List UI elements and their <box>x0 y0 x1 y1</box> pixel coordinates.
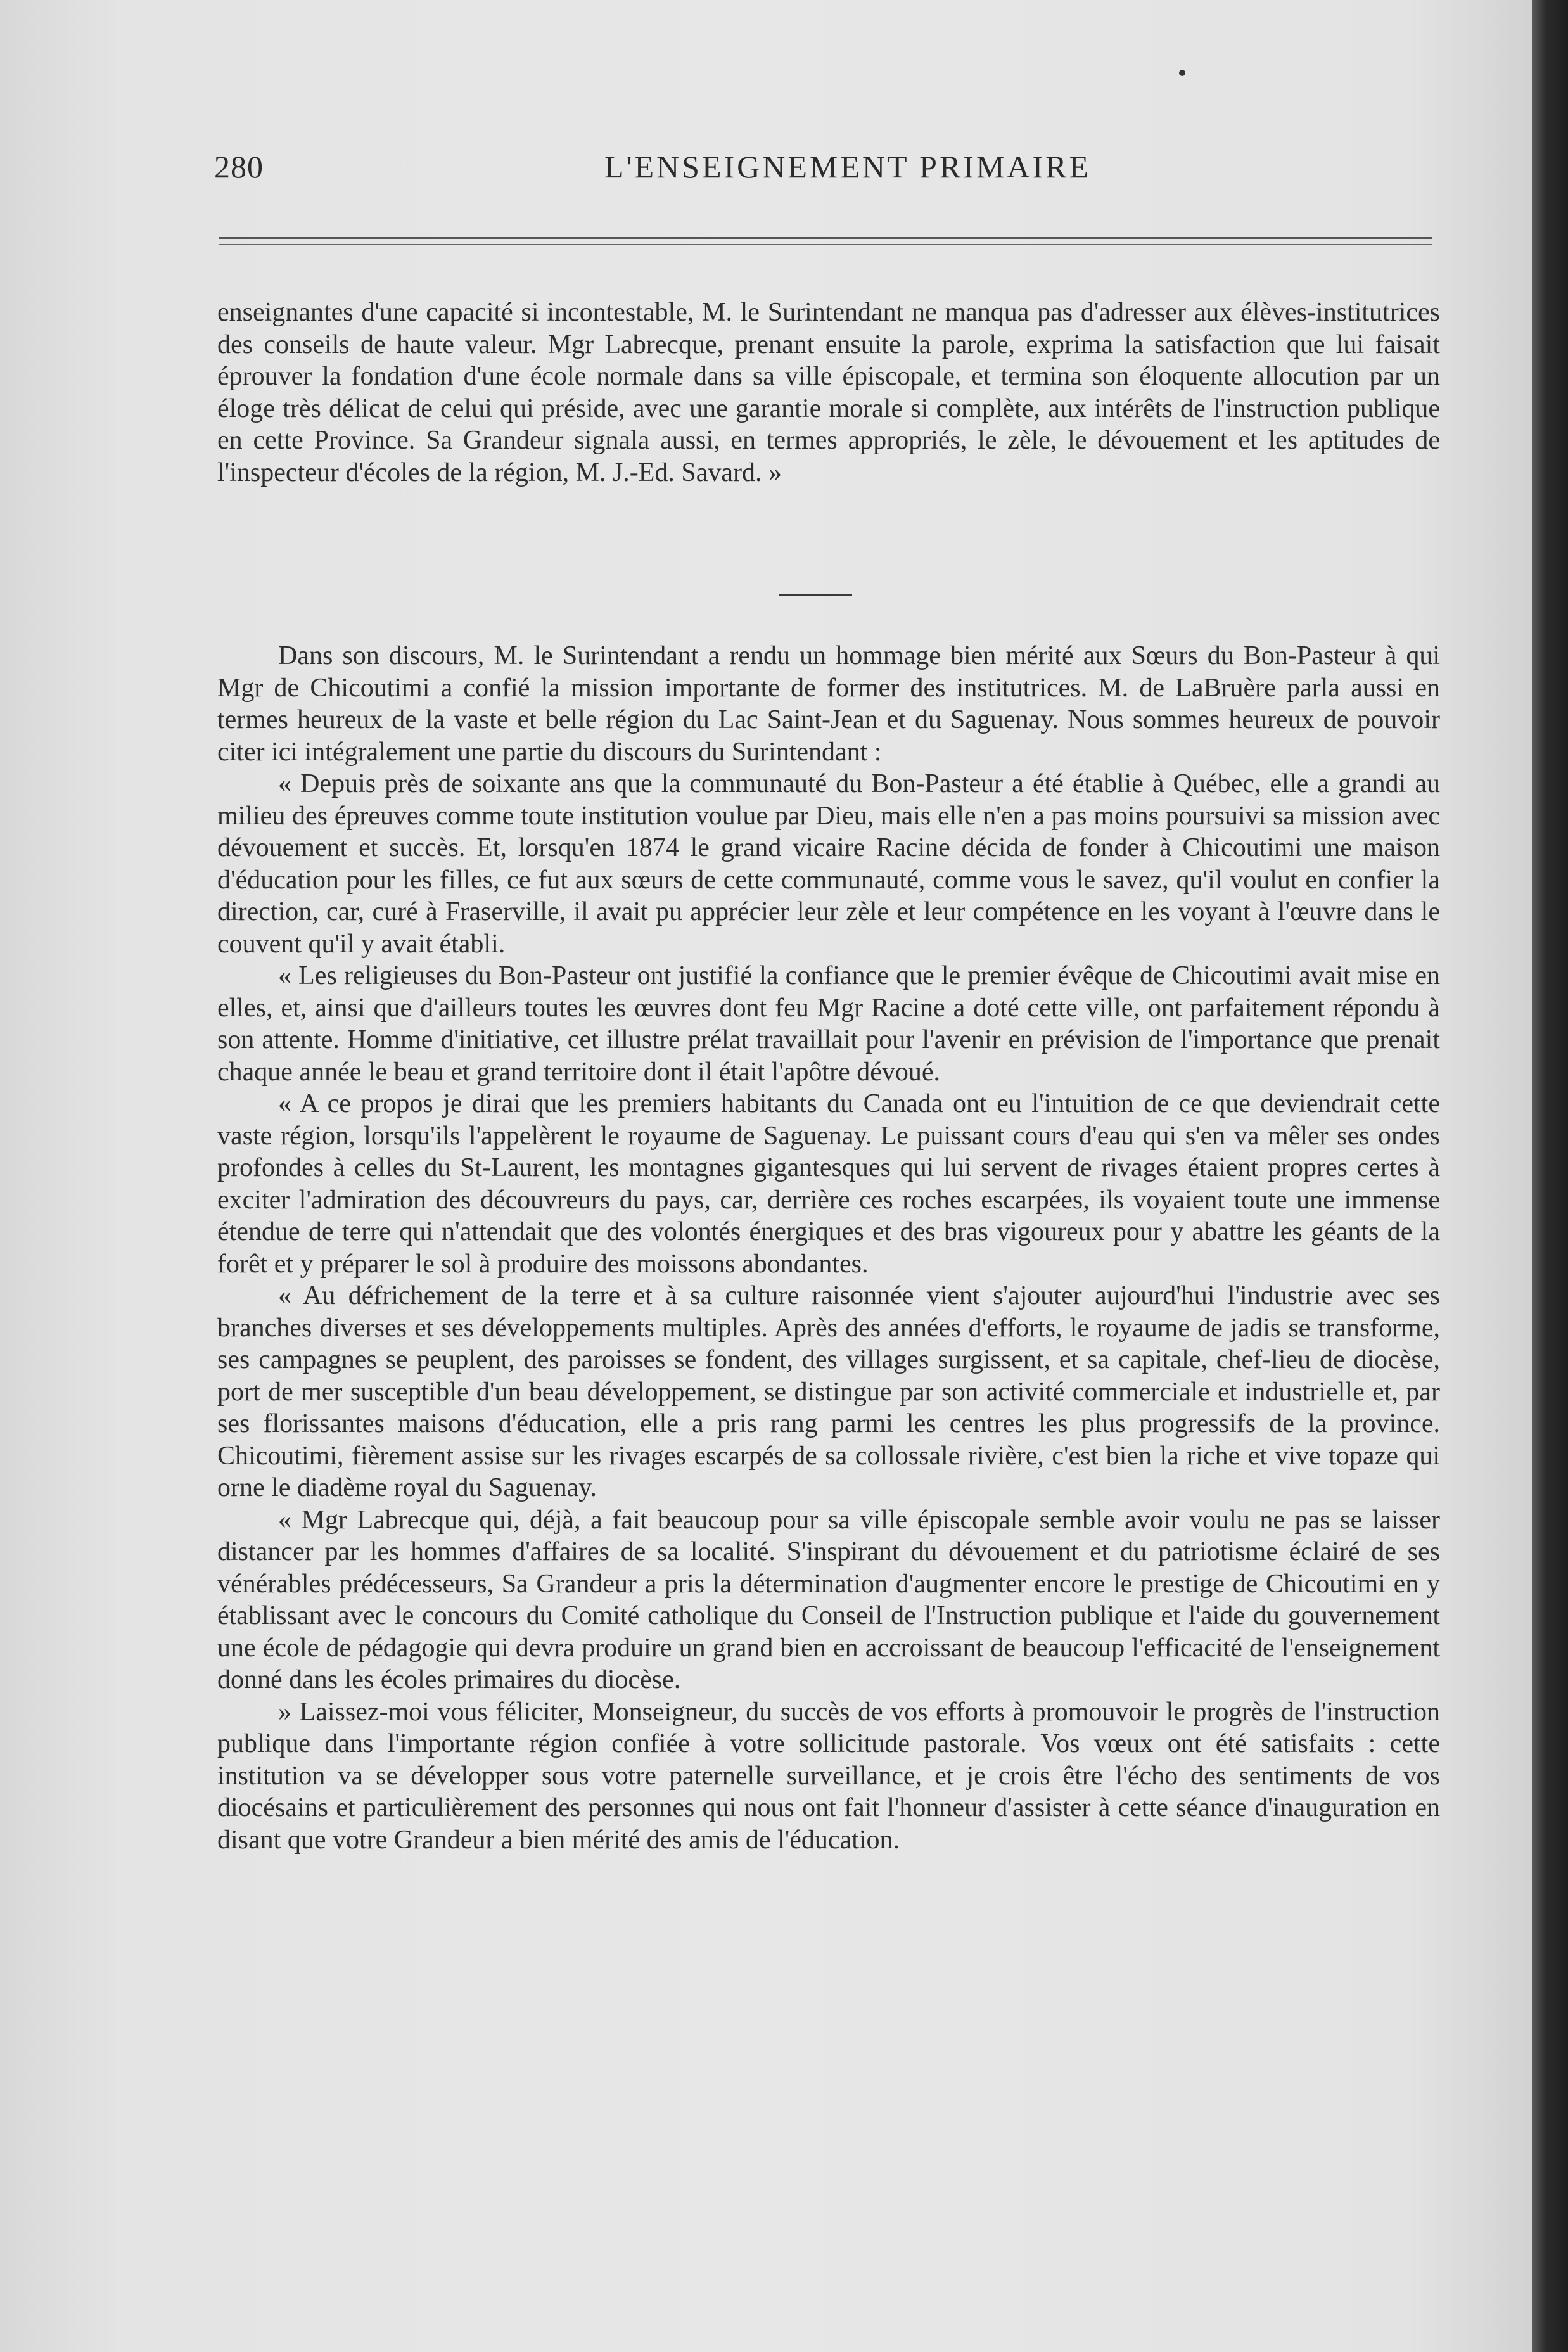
paragraph: « A ce propos je dirai que les premiers habitants du Canada ont eu l'intuition de ce que deviendrait cette vaste région, lorsqu'ils l'appelèrent le royaume de Saguenay. Le puissant cours d'eau qui s'en va mêler ses ondes profondes à celles du St-Laurent, les montagnes gigantesques qui lui servent de rivages étaient propres certes à exciter l'admiration des découvreurs du pays, car, derrière ces roches escarpées, ils voyaient toute une immense étendue de terre qui n'attendait que des volontés énergiques et des bras vigoureux pour y abattre les géants de la forêt et y préparer le sol à produire des moissons abondantes. <box>217 1089 1440 1279</box>
text-block-continuation <box>217 297 1440 489</box>
header-rule <box>219 237 1432 245</box>
paragraph: » Laissez-moi vous féliciter, Monseigneur, du succès de vos efforts à promouvoir le progrès de l'instruction publique dans l'importante région confiée à votre sollicitude pastorale. Vos vœux ont été satisfaits : cette institution va se développer sous votre paternelle surveillance, et je crois être l'écho des sentiments de vos diocésains et particulièrement des personnes qui nous ont fait l'honneur d'assister à cette séance d'inauguration en disant que votre Grandeur a bien mérité des amis de l'éducation. <box>217 1697 1440 1855</box>
page-number: 280 <box>214 149 264 184</box>
running-title: L'ENSEIGNEMENT PRIMAIRE <box>604 149 1092 184</box>
paragraph: « Au défrichement de la terre et à sa culture raisonnée vient s'ajouter aujourd'hui l'industrie avec ses branches diverses et ses développements multiples. Après des années d'efforts, le royaume de jadis se transforme, ses campagnes se peuplent, des paroisses se fondent, des villages surgissent, et sa capitale, chef-lieu de diocèse, port de mer susceptible d'un beau développement, se distingue par son activité commerciale et industrielle et, par ses florissantes maisons d'éducation, elle a pris rang parmi les centres les plus progressifs de la province. Chicoutimi, fièrement assise sur les rivages escarpés de sa collossale rivière, c'est bien la riche et vive topaze qui orne le diadème royal du Saguenay. <box>217 1281 1440 1502</box>
paragraph: Dans son discours, M. le Surintendant a rendu un hommage bien mérité aux Sœurs du Bon-Pasteur à qui Mgr de Chicoutimi a confié la mission importante de former des institutrices. M. de LaBruère parla aussi en termes heureux de la vaste et belle région du Lac Saint-Jean et du Saguenay. Nous sommes heureux de pouvoir citer ici intégralement une partie du discours du Surintendant : <box>217 641 1440 767</box>
running-head <box>214 148 1434 199</box>
paragraph: « Les religieuses du Bon-Pasteur ont justifié la confiance que le premier évêque de Chicoutimi avait mise en elles, et, ainsi que d'ailleurs toutes les œuvres dont feu Mgr Racine a doté cette ville, ont parfaitement répondu à son attente. Homme d'initiative, cet illustre prélat travaillait pour l'avenir en prévision de l'importance que prenait chaque année le beau et grand territoire dont il était l'apôtre dévoué. <box>217 961 1440 1087</box>
paragraph: « Mgr Labrecque qui, déjà, a fait beaucoup pour sa ville épiscopale semble avoir voulu ne pas se laisser distancer par les hommes d'affaires de sa localité. S'inspirant du dévouement et du patriotisme éclairé de ses vénérables prédécesseurs, Sa Grandeur a pris la détermination d'augmenter encore le prestige de Chicoutimi en y établissant avec le concours du Comité catholique du Conseil de l'Instruction publique et l'aide du gouvernement une école de pédagogie qui devra produire un grand bien en accroissant de beaucoup l'efficacité de l'enseignement donné dans les écoles primaires du diocèse. <box>217 1505 1440 1694</box>
text-block-main <box>217 640 1440 1856</box>
section-separator <box>779 594 852 596</box>
book-gutter-edge <box>1532 0 1568 2352</box>
paragraph: enseignantes d'une capacité si incontestable, M. le Surintendant ne manqua pas d'adresser aux élèves-institutrices des conseils de haute valeur. Mgr Labrecque, prenant ensuite la parole, exprima la satisfaction que lui faisait éprouver la fondation d'une école normale dans sa ville épiscopale, et termina son éloquente allocution par un éloge très délicat de celui qui préside, avec une garantie morale si complète, aux intérêts de l'instruction publique en cette Province. Sa Grandeur signala aussi, en termes appropriés, le zèle, le dévouement et les aptitudes de l'inspecteur d'écoles de la région, M. J.-Ed. Savard. » <box>217 298 1440 487</box>
paragraph: « Depuis près de soixante ans que la communauté du Bon-Pasteur a été établie à Québec, elle a grandi au milieu des épreuves comme toute institution voulue par Dieu, mais elle n'en a pas moins poursuivi sa mission avec dévouement et succès. Et, lorsqu'en 1874 le grand vicaire Racine décida de fonder à Chicoutimi une maison d'éducation pour les filles, ce fut aux sœurs de cette communauté, comme vous le savez, qu'il voulut en confier la direction, car, curé à Fraserville, il avait pu apprécier leur zèle et leur compétence en les voyant à l'œuvre dans le couvent qu'il y avait établi. <box>217 769 1440 959</box>
print-speck <box>1179 70 1185 76</box>
